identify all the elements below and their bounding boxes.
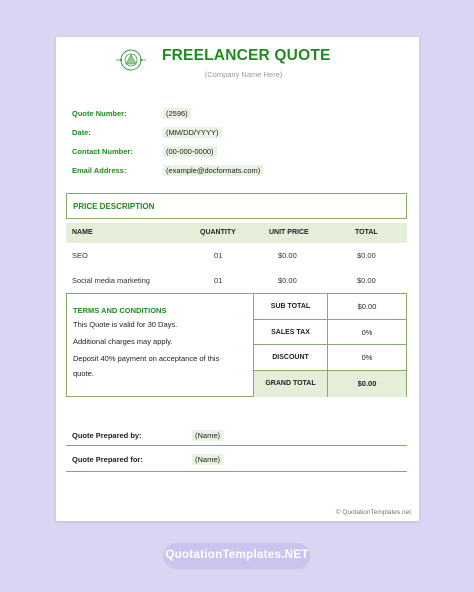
table-header xyxy=(66,223,407,243)
row-total: $0.00 xyxy=(357,276,376,285)
discount-label: DISCOUNT xyxy=(254,345,328,371)
discount-value: 0% xyxy=(361,353,373,362)
prepared-by-label: Quote Prepared by: xyxy=(72,431,142,440)
terms-line: Additional charges may apply. xyxy=(73,337,173,346)
price-description-title: PRICE DESCRIPTION xyxy=(73,202,155,211)
quote-number-value[interactable]: (2596) xyxy=(163,108,191,119)
prepared-by-value[interactable]: (Name) xyxy=(192,430,223,441)
date-label: Date: xyxy=(72,128,91,137)
quote-document xyxy=(56,37,419,521)
prepared-for-value[interactable]: (Name) xyxy=(192,454,223,465)
terms-title: TERMS AND CONDITIONS xyxy=(73,306,167,315)
email-label: Email Address: xyxy=(72,166,127,175)
divider xyxy=(66,445,407,446)
row-name: Social media marketing xyxy=(72,276,150,285)
row-name: SEO xyxy=(72,251,88,260)
subtotal-label: SUB TOTAL xyxy=(254,294,328,320)
terms-line: quote. xyxy=(73,369,94,378)
row-unit-price: $0.00 xyxy=(278,276,297,285)
header-total: TOTAL xyxy=(355,229,378,236)
row-total: $0.00 xyxy=(357,251,376,260)
quote-number-label: Quote Number: xyxy=(72,109,127,118)
summary-box xyxy=(253,293,407,397)
company-name: (Company Name Here) xyxy=(204,70,283,79)
copyright-credit: © QuotationTemplates.net xyxy=(335,509,411,516)
prepared-for-label: Quote Prepared for: xyxy=(72,455,143,464)
terms-line: Deposit 40% payment on acceptance of this xyxy=(73,354,220,363)
date-value[interactable]: (MM/DD/YYYY) xyxy=(163,127,222,138)
subtotal-value: $0.00 xyxy=(357,302,377,311)
discount-row xyxy=(254,344,406,371)
divider xyxy=(66,471,407,472)
row-unit-price: $0.00 xyxy=(278,251,297,260)
contact-number-label: Contact Number: xyxy=(72,147,133,156)
header-quantity: QUANTITY xyxy=(200,229,236,236)
email-value[interactable]: (example@docformats.com) xyxy=(163,165,263,176)
document-title: FREELANCER QUOTE xyxy=(162,47,331,64)
row-quantity: 01 xyxy=(214,276,223,285)
sales-tax-row xyxy=(254,319,406,346)
grand-total-value: $0.00 xyxy=(328,371,406,397)
sales-tax-label: SALES TAX xyxy=(254,320,328,346)
contact-number-value[interactable]: (00-000-0000) xyxy=(163,146,217,157)
price-description-header xyxy=(66,193,407,219)
sales-tax-value: 0% xyxy=(361,328,373,337)
header-unit-price: UNIT PRICE xyxy=(269,229,309,236)
header-name: NAME xyxy=(72,229,93,236)
grand-total-label: GRAND TOTAL xyxy=(254,371,328,397)
row-quantity: 01 xyxy=(214,251,223,260)
grand-total-row xyxy=(254,370,406,397)
terms-box xyxy=(66,293,254,397)
terms-line: This Quote is valid for 30 Days. xyxy=(73,320,178,329)
subtotal-row xyxy=(254,294,406,320)
site-badge[interactable]: QuotationTemplates.NET xyxy=(164,543,310,568)
